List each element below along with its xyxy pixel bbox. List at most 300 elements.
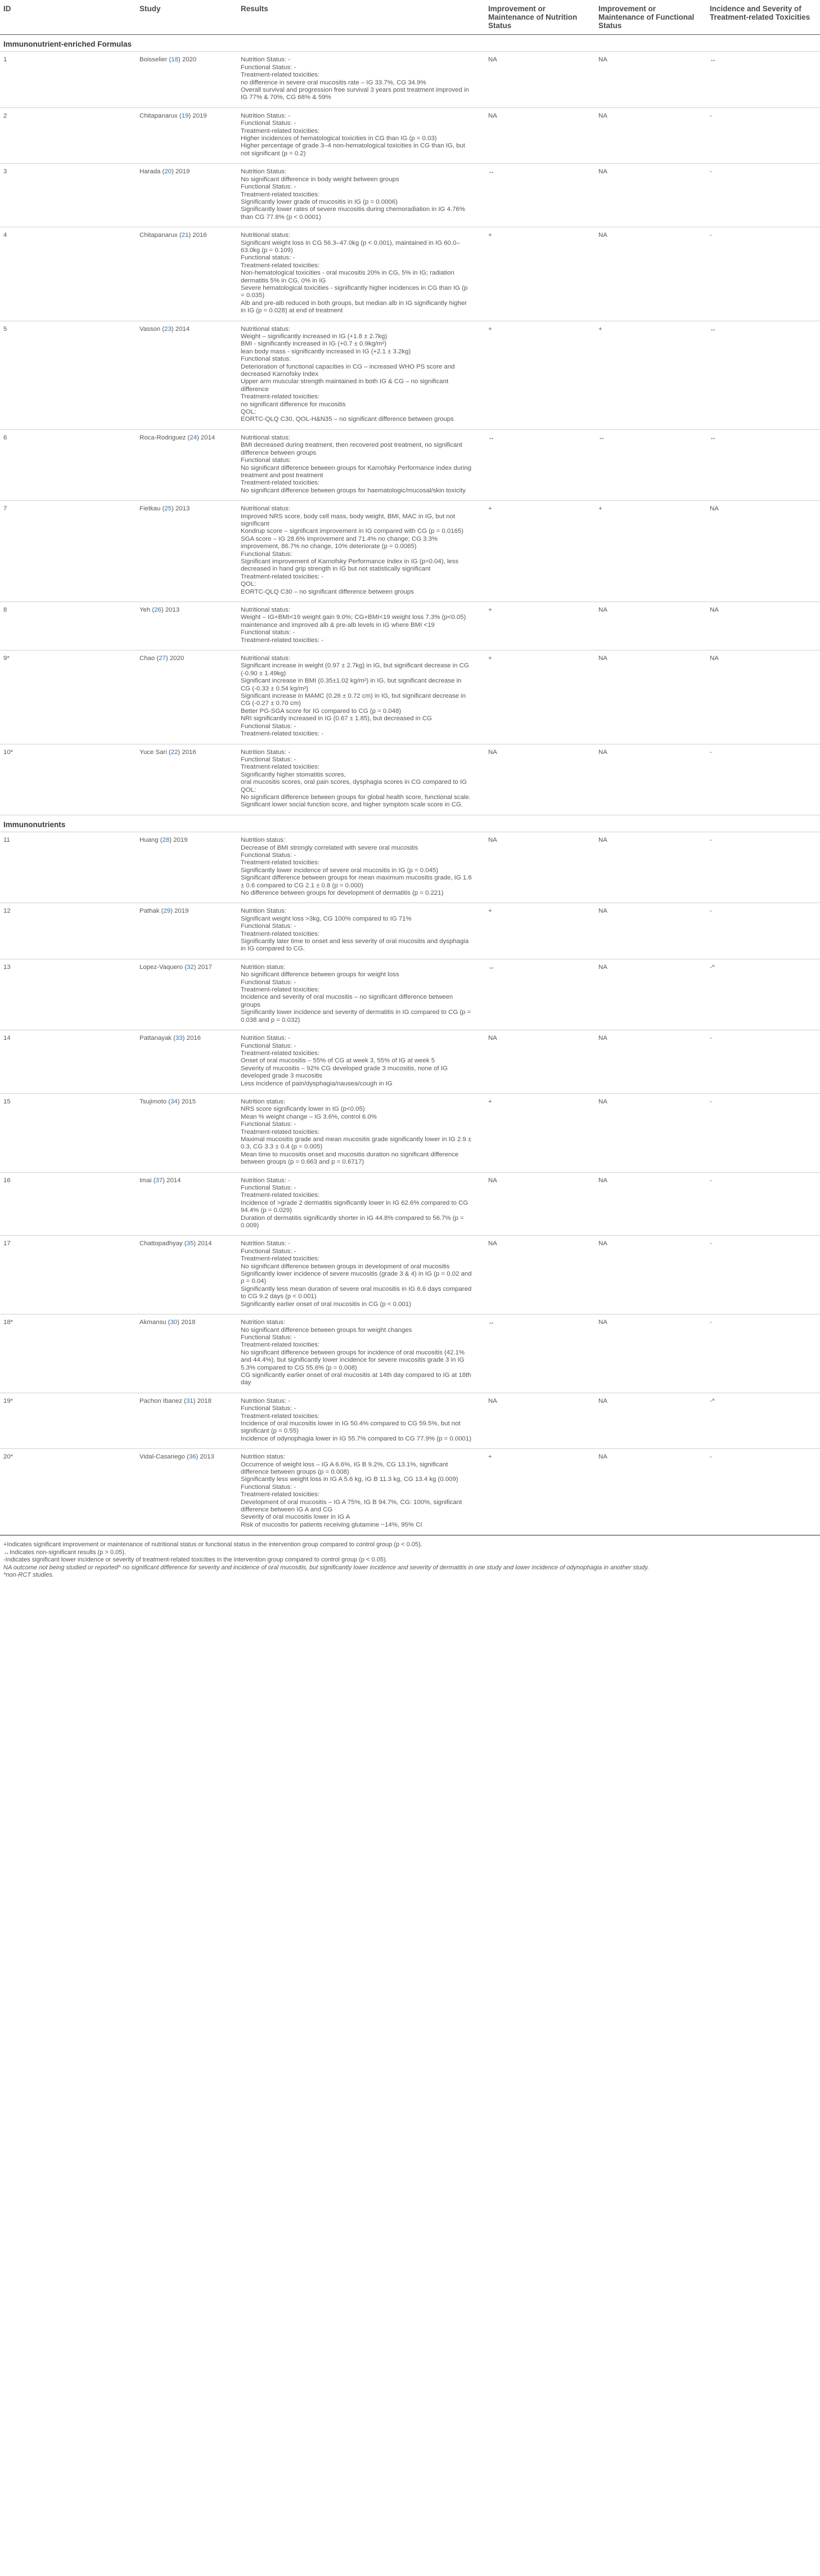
study-cell: Akmansu (30) 2018 [136, 1314, 237, 1393]
result-line: Nutrition status: [241, 1098, 286, 1105]
result-line: Better PG-SGA score for IG compared to CG (p = 0.048) [241, 707, 402, 715]
result-line: Significantly lower incidence of severe oral mucositis in IG (p = 0.045) [241, 867, 439, 874]
toxicities-cell: -^ [706, 1393, 820, 1448]
table-row [0, 227, 820, 321]
result-line: no difference in severe oral mucositis rate – IG 33.7%, CG 34.9% [241, 79, 426, 86]
functional-status-cell: NA [595, 903, 706, 959]
result-line: Mean time to mucositis onset and mucositis duration no significant difference between groups (p = 0.663 and p = 0.6717) [241, 1151, 459, 1166]
result-line: Significant improvement of Karnofsky Performance Index in IG (p=0.04), less decreased in hand grip strength in IG but not statistically significant [241, 558, 459, 573]
results-cell [237, 429, 485, 500]
study-reference-link[interactable]: 19 [181, 112, 189, 119]
table-row [0, 501, 820, 602]
functional-status-cell: NA [595, 164, 706, 227]
study-author: Chattopadhyay [139, 1240, 183, 1247]
nutrition-status-cell: + [485, 501, 595, 602]
result-line: Nutritional status: [241, 325, 290, 333]
functional-status-cell: NA [595, 832, 706, 903]
result-line: Treatment-related toxicities: [241, 859, 320, 867]
result-line: Onset of oral mucositis – 55% of CG at week 3, 55% of IG at week 5 [241, 1057, 435, 1065]
study-year: 2014 [197, 1240, 212, 1247]
results-cell [237, 107, 485, 163]
functional-status-cell: NA [595, 650, 706, 744]
functional-status-cell: NA [595, 1314, 706, 1393]
study-reference-link[interactable]: 34 [170, 1098, 178, 1105]
study-author: Yeh [139, 607, 151, 613]
result-line: Treatment-related toxicities: [241, 986, 320, 994]
table-row [0, 1093, 820, 1172]
study-author: Akmansu [139, 1319, 166, 1326]
result-line: Treatment-related toxicities: [241, 127, 320, 134]
result-line: Functional Status: - [241, 1405, 296, 1412]
result-line: Significantly less weight loss in IG A 5.6 kg, IG B 11.3 kg, CG 13.4 kg (0.009) [241, 1476, 458, 1483]
result-line: Nutrition Status: - [241, 112, 290, 119]
result-line: Functional Status: - [241, 851, 296, 859]
row-id: 8 [0, 602, 136, 650]
nutrition-status-cell: NA [485, 1172, 595, 1236]
result-line: Weight – significantly increased in IG (+1.8 ± 2.7kg) [241, 333, 388, 340]
row-id: 4 [0, 227, 136, 321]
result-line: Incidence of oral mucositis lower in IG 50.4% compared to CG 59.5%, but not significant (p = 0.55) [241, 1420, 461, 1435]
nutrition-status-cell: NA [485, 744, 595, 815]
study-author: Lopez-Vaquero [139, 963, 183, 971]
row-id: 16 [0, 1172, 136, 1236]
result-line: Nutrition Status: - [241, 1177, 290, 1184]
section-title: Immunonutrient-enriched Formulas [0, 35, 820, 52]
row-id: 5 [0, 321, 136, 429]
toxicities-cell: - [706, 744, 820, 815]
results-cell [237, 227, 485, 321]
results-cell [237, 1172, 485, 1236]
result-line: Significantly later time to onset and less severity of oral mucositis and dysphagia in IG compared to CG. [241, 938, 469, 953]
study-reference-link[interactable]: 35 [186, 1240, 194, 1247]
toxicities-cell: ↔ [706, 52, 820, 107]
result-line: Functional Status: - [241, 1121, 296, 1128]
results-cell [237, 1393, 485, 1448]
result-line: Significant increase in MAMC (0.26 ± 0.72 cm) in IG, but significant decrease in CG (-0.27 ± 0.70 cm) [241, 693, 466, 707]
result-line: Functional Status: - [241, 1483, 296, 1491]
row-id: 9* [0, 650, 136, 744]
result-line: Incidence and severity of oral mucositis – no significant difference between groups [241, 994, 453, 1008]
nutrition-status-cell: + [485, 1093, 595, 1172]
result-line: Significantly higher stomatitis scores, [241, 771, 346, 778]
study-reference-link[interactable]: 20 [164, 168, 172, 176]
study-cell: Lopez-Vaquero (32) 2017 [136, 959, 237, 1030]
study-year: 2019 [175, 168, 190, 176]
study-cell: Vidal-Casariego (36) 2013 [136, 1449, 237, 1535]
result-line: Duration of dermatitis significantly shorter in IG 44.8% compared to 56.7% (p = 0.009) [241, 1214, 464, 1229]
row-id: 2 [0, 107, 136, 163]
result-line: Treatment-related toxicities: [241, 1491, 320, 1498]
row-id: 1 [0, 52, 136, 107]
result-line: Treatment-related toxicities: [241, 262, 320, 269]
study-reference-link[interactable]: 21 [181, 232, 189, 239]
results-cell [237, 1030, 485, 1094]
toxicities-cell: - [706, 832, 820, 903]
footnote: -Indicates significant lower incidence or severity of treatment-related toxicities in the intervention group compared to control group (p < 0.05). [3, 1556, 388, 1564]
header-functional: Improvement or Maintenance of Functional Status [595, 0, 706, 35]
study-author: Huang [139, 837, 159, 844]
row-id: 14 [0, 1030, 136, 1094]
footnote: ↔Indicates non-significant results (p > 0.05). [3, 1549, 126, 1556]
table-row [0, 744, 820, 815]
results-cell [237, 321, 485, 429]
functional-status-cell: NA [595, 1449, 706, 1535]
study-cell: Pathak (29) 2019 [136, 903, 237, 959]
table-row [0, 650, 820, 744]
nutrition-status-cell: + [485, 903, 595, 959]
study-reference-link[interactable]: 25 [164, 505, 172, 513]
result-line: Significantly less mean duration of severe oral mucositis in IG 6.6 days compared to CG 9.2 days (p < 0.001) [241, 1285, 472, 1300]
toxicities-cell: - [706, 1093, 820, 1172]
nutrition-status-cell: NA [485, 1393, 595, 1448]
header-results: Results [237, 0, 485, 35]
study-author: Chitapanarux [139, 112, 178, 119]
toxicities-cell: - [706, 1314, 820, 1393]
study-year: 2016 [186, 1035, 201, 1042]
result-line: Nutrition status: [241, 1453, 286, 1461]
table-row [0, 1314, 820, 1393]
table-row [0, 1393, 820, 1448]
result-line: Severity of oral mucositis lower in IG A [241, 1514, 350, 1521]
study-reference-link[interactable]: 23 [164, 325, 172, 333]
result-line: Treatment-related toxicities: - [241, 730, 324, 738]
study-cell: Yeh (26) 2013 [136, 602, 237, 650]
result-line: EORTC-QLQ C30 – no significant difference between groups [241, 588, 414, 595]
header-study: Study [136, 0, 237, 35]
functional-status-cell: + [595, 321, 706, 429]
result-line: Severity of mucositis – 92% CG developed grade 3 mucositis, none of IG developed grade 3 mucositis [241, 1065, 448, 1080]
result-line: Functional Status: - [241, 120, 296, 127]
header-nutrition: Improvement or Maintenance of Nutrition Status [485, 0, 595, 35]
table-row [0, 602, 820, 650]
result-line: Treatment-related toxicities: - [241, 636, 324, 644]
footnote: NA outcome not being studied or reported^ no significant difference for severity and incidence of oral mucositis, but significantly lower incidence and severity of dermatitis in one study and lower incidence of odynophagia in another study. [3, 1564, 649, 1571]
study-reference-link[interactable]: 36 [188, 1453, 196, 1461]
functional-status-cell: NA [595, 1093, 706, 1172]
result-line: no significant difference for mucositis [241, 401, 346, 408]
row-id: 7 [0, 501, 136, 602]
row-id: 19* [0, 1393, 136, 1448]
table-row [0, 1030, 820, 1094]
result-line: oral mucositis scores, oral pain scores, dysphagia scores in CG compared to IG [241, 779, 467, 786]
toxicities-cell: - [706, 1172, 820, 1236]
table-row [0, 1449, 820, 1535]
result-line: Severe hematological toxicities - significantly higher incidences in CG than IG (p = 0.035) [241, 284, 468, 299]
results-cell [237, 1093, 485, 1172]
nutrition-status-cell: + [485, 650, 595, 744]
study-reference-link[interactable]: 31 [186, 1397, 193, 1404]
result-line: Significant weight loss >3kg, CG 100% compared to IG 71% [241, 915, 412, 922]
result-line: Treatment-related toxicities: [241, 764, 320, 771]
row-id: 18* [0, 1314, 136, 1393]
nutrition-status-cell: + [485, 227, 595, 321]
result-line: maintenance and improved alb & pre-alb levels in IG where BMI <19 [241, 621, 435, 629]
header-toxicities: Incidence and Severity of Treatment-related Toxicities [706, 0, 820, 35]
result-line: Functional Status: - [241, 1334, 296, 1341]
toxicities-cell: - [706, 107, 820, 163]
result-line: Nutrition Status: [241, 168, 287, 176]
result-line: Incidence of odynophagia lower in IG 55.7% compared to CG 77.9% (p = 0.0001) [241, 1435, 471, 1442]
nutrition-status-cell: + [485, 1449, 595, 1535]
result-line: Incidence of >grade 2 dermatitis significantly lower in IG 62.6% compared to CG 94.4% (p = 0.029) [241, 1199, 468, 1214]
result-line: Significantly lower grade of mucositis in IG (p = 0.0006) [241, 198, 398, 205]
row-id: 10* [0, 744, 136, 815]
study-reference-link[interactable]: 33 [175, 1035, 183, 1042]
result-line: No significant difference between groups for Karnofsky Performance Index during treatment and post treatment [241, 464, 472, 479]
result-line: Nutrition status: [241, 837, 286, 844]
result-line: BMI - significantly increased in IG (+0.7 ± 0.9kg/m²) [241, 340, 387, 348]
functional-status-cell: NA [595, 1172, 706, 1236]
study-reference-link[interactable]: 24 [190, 434, 197, 441]
result-line: Nutrition Status: [241, 908, 287, 915]
result-line: No significant difference between groups for incidence of oral mucositis (42.1% and 44.4%), but significantly lower incidence for severe mucositis grade 3 in IG 5.3% compared to CG 55.6% (p = 0.008) [241, 1349, 465, 1371]
study-author: Pachon Ibanez [139, 1397, 182, 1404]
functional-status-cell: NA [595, 959, 706, 1030]
result-line: Treatment-related toxicities: [241, 1128, 320, 1136]
study-year: 2019 [192, 112, 207, 119]
study-reference-link[interactable]: 29 [163, 908, 171, 915]
result-line: NRI significantly increased in IG (0.67 ± 1.85), but decreased in CG [241, 715, 432, 722]
result-line: Treatment-related toxicities: - [241, 573, 324, 580]
result-line: QOL: [241, 581, 256, 588]
study-author: Harada [139, 168, 161, 176]
result-line: Functional Status: - [241, 64, 296, 71]
nutrition-status-cell: NA [485, 52, 595, 107]
result-line: Nutrition Status: - [241, 56, 290, 64]
toxicities-cell: NA [706, 602, 820, 650]
study-year: 2016 [182, 748, 196, 756]
study-author: Boisselier [139, 56, 168, 64]
table-row [0, 321, 820, 429]
result-line: No significant difference in body weight between groups [241, 176, 399, 183]
table-row [0, 832, 820, 903]
nutrition-status-cell: ↔ [485, 164, 595, 227]
study-cell: Boisselier (18) 2020 [136, 52, 237, 107]
study-reference-link[interactable]: 37 [155, 1177, 163, 1184]
study-reference-link[interactable]: 26 [154, 607, 161, 613]
study-cell: Tsujimoto (34) 2015 [136, 1093, 237, 1172]
result-line: Functional Status: - [241, 979, 296, 986]
table-header-row [0, 0, 820, 35]
result-line: Nutritional status: [241, 232, 290, 239]
results-cell [237, 501, 485, 602]
nutrition-status-cell: ↔ [485, 429, 595, 500]
result-line: Functional Status: - [241, 722, 296, 730]
result-line: Improved NRS score, body cell mass, body weight, BMI, MAC in IG, but not significant [241, 513, 456, 527]
result-line: Nutrition Status: - [241, 1397, 290, 1404]
result-line: Treatment-related toxicities: [241, 393, 320, 401]
functional-status-cell: NA [595, 107, 706, 163]
footnotes [0, 1535, 820, 1579]
study-year: 2014 [166, 1177, 181, 1184]
result-line: No significant difference between groups for global health score, functional scale. Significant lower social function score, and higher symptom scale score in CG. [241, 793, 471, 809]
result-line: No difference between groups for development of dermatitis (p = 0.221) [241, 890, 444, 896]
study-year: 2013 [175, 505, 190, 513]
row-id: 6 [0, 429, 136, 500]
footnote: +Indicates significant improvement or maintenance of nutritional status or functional status in the intervention group compared to control group (p < 0.05). [3, 1541, 422, 1549]
functional-status-cell: NA [595, 744, 706, 815]
result-line: No significant difference between groups for weight changes [241, 1326, 412, 1334]
row-id: 12 [0, 903, 136, 959]
result-line: Kondrup score – significant improvement in IG compared with CG (p = 0.0165) [241, 528, 464, 535]
result-line: Weight – IG+BMI<19 weight gain 9.0%; CG+BMI<19 weight loss 7.3% (p<0.05) [241, 614, 466, 621]
row-id: 3 [0, 164, 136, 227]
result-line: Functional status: - [241, 254, 295, 262]
result-line: Significant increase in BMI (0.35±1.02 kg/m²) in IG, but significant decrease in CG (-0.33 ± 0.54 kg/m²) [241, 677, 462, 692]
result-line: Functional Status: [241, 550, 292, 558]
results-cell [237, 1314, 485, 1393]
toxicities-cell: - [706, 1449, 820, 1535]
nutrition-status-cell: NA [485, 832, 595, 903]
result-line: Nutritional status: [241, 505, 290, 513]
study-cell: Chitapanarux (19) 2019 [136, 107, 237, 163]
result-line: Treatment-related toxicities: [241, 1412, 320, 1420]
result-line: Nutrition Status: - [241, 1240, 290, 1247]
study-cell: Vasson (23) 2014 [136, 321, 237, 429]
result-line: Treatment-related toxicities: [241, 191, 320, 198]
result-line: Occurrence of weight loss – IG A 6.6%, IG B 9.2%, CG 13.1%, significant difference between groups (p = 0.008) [241, 1461, 448, 1475]
study-year: 2014 [175, 325, 190, 333]
results-cell [237, 650, 485, 744]
result-line: No significant difference between groups for weight loss [241, 971, 399, 979]
functional-status-cell: NA [595, 227, 706, 321]
result-line: NRS score significantly lower in IG (p<0.05) [241, 1106, 365, 1113]
result-line: Treatment-related toxicities: [241, 71, 320, 79]
study-reference-link[interactable]: 28 [162, 837, 170, 844]
table-row [0, 903, 820, 959]
result-line: Nutrition Status: - [241, 1035, 290, 1042]
nutrition-status-cell: ↔ [485, 1314, 595, 1393]
table-row [0, 1172, 820, 1236]
study-year: 2020 [169, 655, 184, 662]
nutrition-status-cell: NA [485, 1236, 595, 1314]
result-line: Functional Status: - [241, 1184, 296, 1191]
result-line: Mean % weight change – IG 3.6%, control 6.0% [241, 1113, 377, 1120]
result-line: Treatment-related toxicities: [241, 1341, 320, 1349]
toxicities-cell: NA [706, 501, 820, 602]
result-line: Non-hematological toxicities - oral mucositis 20% in CG, 5% in IG; radiation dermatitis 5% in CG, 0% in IG [241, 270, 454, 284]
result-line: Nutritional status: [241, 434, 290, 441]
result-line: Decrease of BMI strongly correlated with severe oral mucositis [241, 844, 418, 851]
table-row [0, 107, 820, 163]
section-title: Immunonutrients [0, 815, 820, 832]
study-year: 2018 [181, 1319, 196, 1326]
result-line: Nutrition status: [241, 1319, 286, 1326]
row-id: 15 [0, 1093, 136, 1172]
table-row [0, 429, 820, 500]
result-line: QOL: [241, 409, 256, 416]
result-line: Functional Status: - [241, 183, 296, 191]
study-author: Pattanayak [139, 1035, 172, 1042]
results-cell [237, 744, 485, 815]
header-id: ID [0, 0, 136, 35]
nutrition-status-cell: NA [485, 107, 595, 163]
nutrition-status-cell: + [485, 602, 595, 650]
result-line: Significant increase in weight (0.97 ± 2.7kg) in IG, but significant decrease in CG (-0.90 ± 1.49kg) [241, 662, 469, 677]
result-line: Alb and pre-alb reduced in both groups, but median alb in IG significantly higher in IG (p = 0.028) at end of treatment [241, 299, 467, 315]
result-line: Development of oral mucositis – IG A 75%, IG B 94.7%, CG: 100%, significant difference between IG A and CG [241, 1498, 462, 1514]
study-cell: Chao (27) 2020 [136, 650, 237, 744]
study-cell: Yuce Sari (22) 2016 [136, 744, 237, 815]
result-line: lean body mass - significantly increased in IG (+2.1 ± 3.2kg) [241, 348, 411, 355]
study-cell: Roca-Rodriguez (24) 2014 [136, 429, 237, 500]
row-id: 13 [0, 959, 136, 1030]
study-year: 2019 [174, 908, 189, 915]
study-year: 2018 [197, 1397, 211, 1404]
result-line: Treatment-related toxicities: [241, 930, 320, 937]
result-line: Risk of mucositis for patients receiving glutamine −14%, 95% CI [241, 1521, 422, 1528]
result-line: Functional status: - [241, 629, 295, 636]
study-cell: Fietkau (25) 2013 [136, 501, 237, 602]
study-author: Vidal-Casariego [139, 1453, 185, 1461]
table-body [0, 35, 820, 1535]
toxicities-cell: NA [706, 650, 820, 744]
study-author: Chitapanarux [139, 232, 178, 239]
results-cell [237, 52, 485, 107]
study-reference-link[interactable]: 32 [187, 963, 194, 971]
result-line: Upper arm muscular strength maintained in both IG & CG – no significant difference [241, 378, 449, 393]
result-line: Treatment-related toxicities: [241, 1049, 320, 1057]
section-row [0, 815, 820, 832]
functional-status-cell: ↔ [595, 429, 706, 500]
result-line: Functional Status: - [241, 1247, 296, 1255]
results-cell [237, 1236, 485, 1314]
result-line: No significant difference between groups for haematologic/mucosal/skin toxicity [241, 487, 466, 494]
footnote: *non-RCT studies. [3, 1572, 54, 1579]
results-cell [237, 832, 485, 903]
study-reference-link[interactable]: 30 [170, 1319, 178, 1326]
result-line: Treatment-related toxicities: [241, 479, 320, 487]
study-reference-link[interactable]: 18 [171, 56, 179, 64]
study-author: Imai [139, 1177, 152, 1184]
result-line: Significantly lower incidence of severe mucositis (grade 3 & 4) in IG (p = 0.02 and p = 0.04) [241, 1271, 472, 1285]
result-line: Nutrition Status: - [241, 748, 290, 756]
result-line: QOL: [241, 786, 256, 793]
result-line: BMI decreased during treatment, then recovered post treatment, no significant difference between groups [241, 442, 462, 456]
table-row [0, 164, 820, 227]
functional-status-cell: NA [595, 52, 706, 107]
functional-status-cell: NA [595, 1393, 706, 1448]
results-cell [237, 164, 485, 227]
study-reference-link[interactable]: 27 [159, 655, 166, 662]
result-line: Maximal mucositis grade and mean mucositis grade significantly lower in IG 2.9 ± 0.3, CG 3.3 ± 0.4 (p = 0.005) [241, 1136, 472, 1151]
result-line: SGA score – IG 28.6% improvement and 71.4% no change; CG 3.3% improvement, 86.7% no change, 10% deteriorate (p = 0.0065) [241, 535, 438, 550]
toxicities-cell: - [706, 1236, 820, 1314]
result-line: No significant difference between groups in development of oral mucositis [241, 1263, 450, 1270]
functional-status-cell: + [595, 501, 706, 602]
study-cell: Harada (20) 2019 [136, 164, 237, 227]
table-row [0, 959, 820, 1030]
results-cell [237, 959, 485, 1030]
study-year: 2014 [200, 434, 215, 441]
result-line: Functional status: [241, 457, 291, 464]
study-cell: Chattopadhyay (35) 2014 [136, 1236, 237, 1314]
study-author: Vasson [139, 325, 161, 333]
study-author: Chao [139, 655, 155, 662]
result-line: Treatment-related toxicities: [241, 1192, 320, 1199]
study-reference-link[interactable]: 22 [170, 748, 178, 756]
nutrition-status-cell: NA [485, 1030, 595, 1094]
result-line: Significantly lower rates of severe mucositis during chemoradiation in IG 4.76% than CG 77.8% (p < 0.0001) [241, 206, 465, 221]
nutrition-status-cell: ↔ [485, 959, 595, 1030]
nutrition-status-cell: + [485, 321, 595, 429]
result-line: Nutrition status: [241, 963, 286, 971]
result-line: Functional status: [241, 356, 291, 363]
study-author: Pathak [139, 908, 160, 915]
study-year: 2013 [165, 607, 180, 613]
result-line: Significant difference between groups for mean maximum mucositis grade, IG 1.6 ± 0.6 compared to CG 2.1 ± 0.8 (p = 0.000) [241, 874, 472, 889]
study-year: 2015 [181, 1098, 196, 1105]
